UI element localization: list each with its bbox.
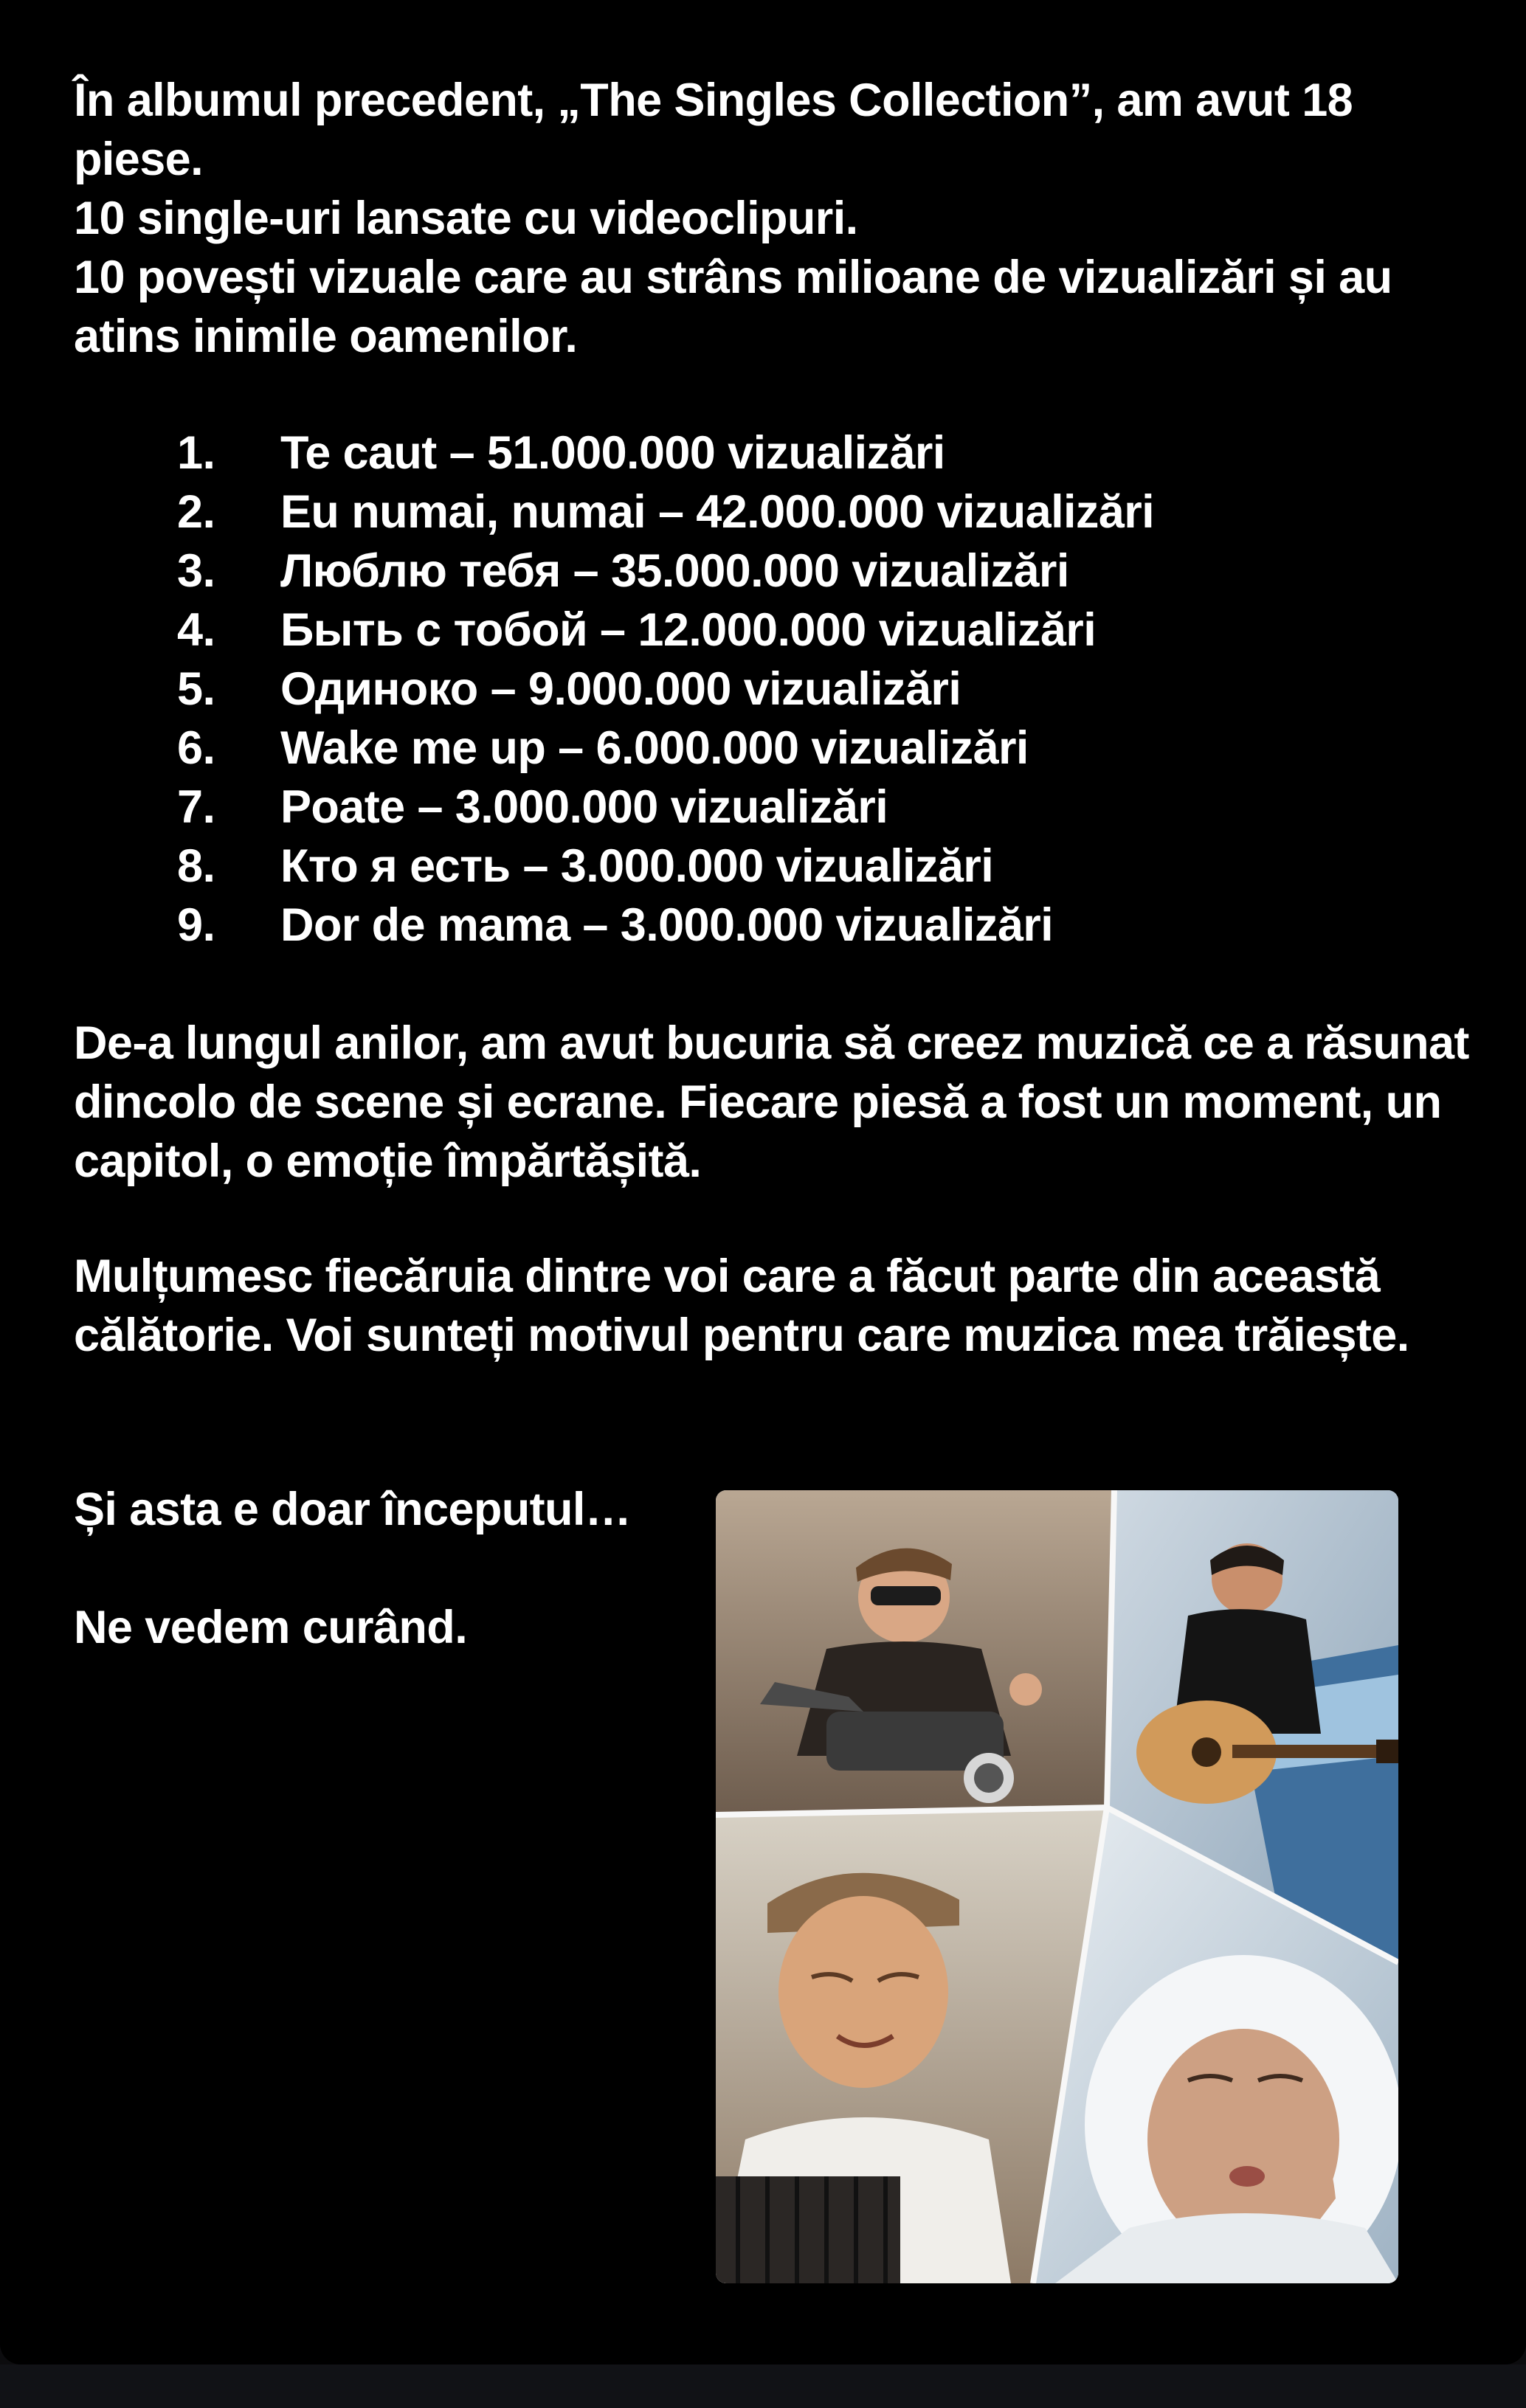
- song-number: 7.: [177, 781, 215, 833]
- intro-line-singles: 10 single-uri lansate cu videoclipuri.: [74, 193, 858, 244]
- song-title-views: Te caut – 51.000.000 vizualizări: [280, 427, 945, 479]
- song-title-views: Быть с тобой – 12.000.000 vizualizări: [280, 604, 1097, 656]
- song-number: 3.: [177, 545, 215, 597]
- paragraph-thanks-text: Mulțumesc fiecăruia dintre voi care a făcut parte din această călătorie. Voi sunteți motivul pentru care muzica mea trăiește.: [74, 1250, 1409, 1361]
- intro-text: [74, 71, 1476, 366]
- song-title-views: Одиноко – 9.000.000 vizualizări: [280, 663, 961, 715]
- song-title-views: Poate – 3.000.000 vizualizări: [280, 781, 888, 833]
- song-title-views: Люблю тебя – 35.000.000 vizualizări: [280, 545, 1069, 597]
- song-title-views: Wake me up – 6.000.000 vizualizări: [280, 722, 1029, 774]
- intro-line-album: În albumul precedent, „The Singles Collection”, am avut 18 piese.: [74, 75, 1353, 185]
- song-number: 2.: [177, 486, 215, 538]
- song-list-item: [74, 837, 1154, 896]
- song-list-item: [74, 660, 1154, 719]
- song-number: 1.: [177, 427, 215, 479]
- song-list-item: [74, 423, 1154, 482]
- song-list-item: [74, 778, 1154, 837]
- closing-see-you: [74, 1598, 664, 1657]
- paragraph-thanks: [74, 1247, 1476, 1365]
- song-title-views: Dor de mama – 3.000.000 vizualizări: [280, 899, 1054, 951]
- closing-beginning-text: Și asta e doar începutul…: [74, 1484, 632, 1535]
- song-list-item: [74, 601, 1154, 660]
- paragraph-music-journey: [74, 1014, 1476, 1191]
- song-list: [74, 423, 1154, 955]
- bottom-bar: [0, 2364, 1526, 2408]
- song-number: 5.: [177, 663, 215, 715]
- song-number: 9.: [177, 899, 215, 951]
- song-number: 6.: [177, 722, 215, 774]
- song-title-views: Eu numai, numai – 42.000.000 vizualizări: [280, 486, 1155, 538]
- song-list-item: [74, 482, 1154, 542]
- still-motorcycle: [716, 1490, 1114, 1815]
- song-title-views: Кто я есть – 3.000.000 vizualizări: [280, 840, 994, 892]
- intro-line-stories: 10 povești vizuale care au strâns milioane de vizualizări și au atins inimile oamenilor.: [74, 252, 1392, 362]
- song-list-item: [74, 719, 1154, 778]
- song-list-item: [74, 896, 1154, 955]
- video-stills-collage[interactable]: [716, 1490, 1398, 2283]
- song-list-item: [74, 542, 1154, 601]
- closing-see-you-text: Ne vedem curând.: [74, 1602, 468, 1653]
- collage-image: [716, 1490, 1398, 2283]
- song-number: 8.: [177, 840, 215, 892]
- song-number: 4.: [177, 604, 215, 656]
- closing-beginning: [74, 1480, 664, 1539]
- paragraph-music-journey-text: De-a lungul anilor, am avut bucuria să creez muzică ce a răsunat dincolo de scene și ecrane. Fiecare piesă a fost un moment, un capitol, o emoție împărtășită.: [74, 1017, 1469, 1187]
